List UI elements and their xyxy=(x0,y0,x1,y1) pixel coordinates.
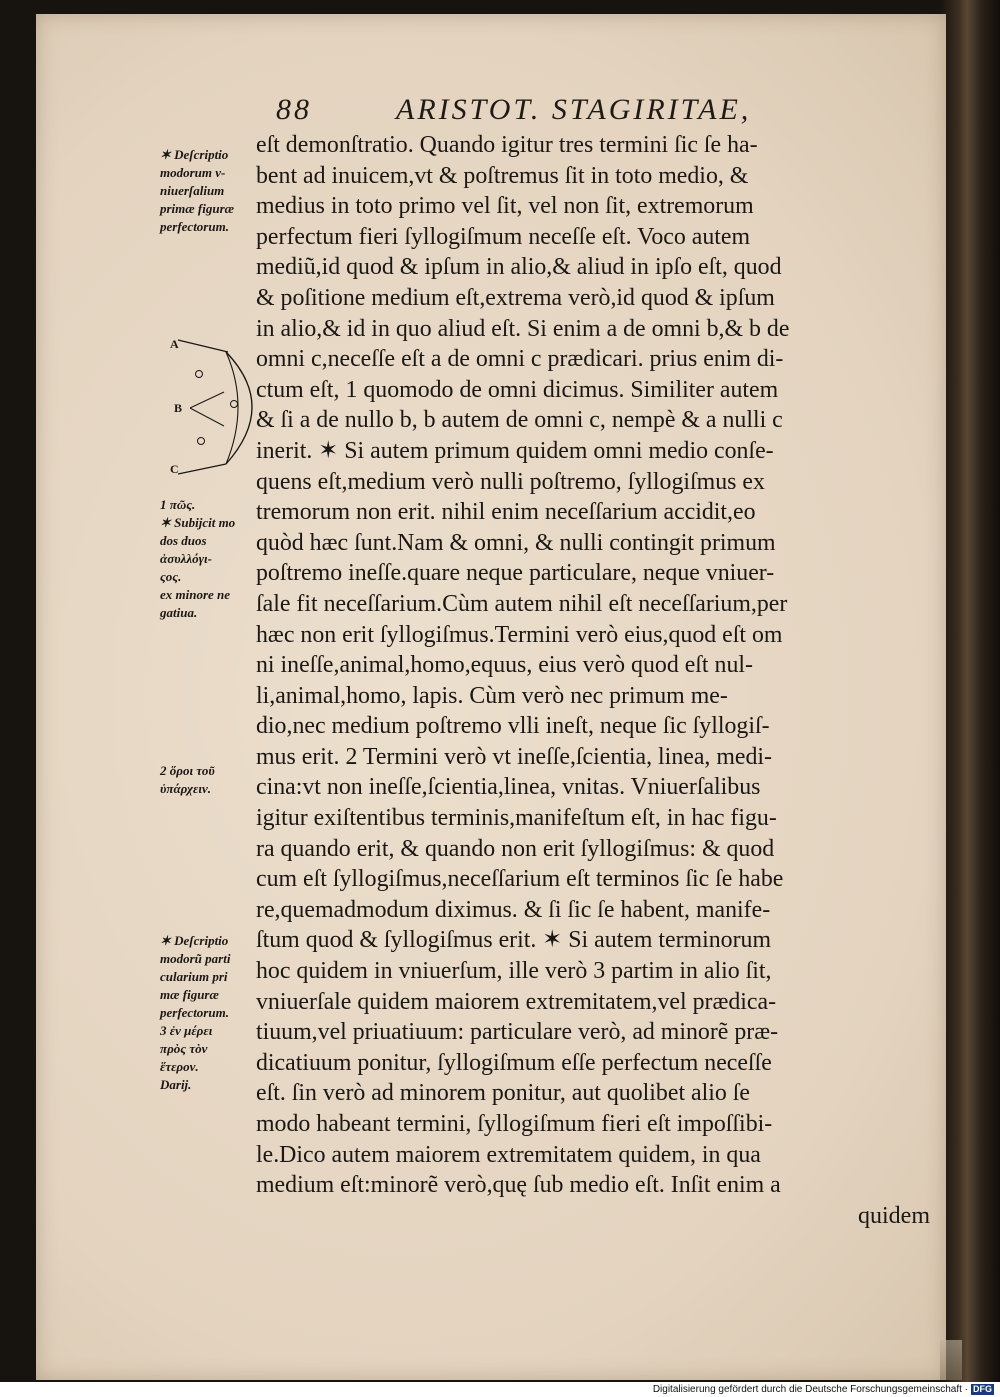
text-line: in alio,& id in quo aliud eſt. Si enim a de omni b,& b de xyxy=(256,315,790,342)
footer-credit xyxy=(653,1384,994,1397)
margin-note-universal-modes xyxy=(160,146,270,236)
diagram-circle-2 xyxy=(231,401,238,408)
text-line: cina:vt non ineſſe,ſcientia,linea, vnitas. Vniuerſalibus xyxy=(256,774,761,801)
running-header xyxy=(276,93,876,133)
text-line: tiuum,vel priuatiuum: particulare verò, ad minorẽ præ- xyxy=(256,1019,779,1046)
margin-note-line: cularium pri xyxy=(160,969,228,984)
text-line: bent ad inuicem,vt & poſtremus ſit in toto medio, & xyxy=(256,162,749,189)
text-line: dicatiuum ponitur, ſyllogiſmum eſſe perfectum neceſſe xyxy=(256,1049,772,1076)
margin-note-termini xyxy=(160,762,270,798)
text-line: cum eſt ſyllogiſmus,neceſſarium eſt terminos ſic ſe habe xyxy=(256,866,784,893)
text-line: re,quemadmodum diximus. & ſi ſic ſe habent, manife- xyxy=(256,896,771,923)
margin-note-line: 2 ὅροι τοῦ xyxy=(160,763,215,778)
dfg-logo: DFG xyxy=(973,1384,992,1394)
syllogism-diagram xyxy=(168,336,268,486)
margin-note-line: ✶ Subijcit mo xyxy=(160,515,236,530)
margin-note-line: ✶ Deſcriptio xyxy=(160,933,229,948)
diagram-label-a: A xyxy=(170,337,179,351)
margin-note-line: gatiua. xyxy=(160,605,198,620)
margin-note-line: modorum v- xyxy=(160,165,226,180)
scan-edge-mark xyxy=(940,1340,962,1380)
margin-note-line: perfectorum. xyxy=(160,1005,229,1020)
text-line: inerit. ✶ Si autem primum quidem omni medio conſe- xyxy=(256,437,774,464)
margin-note-subjicit xyxy=(160,496,270,622)
margin-note-line: niuerſalium xyxy=(160,183,225,198)
diagram-outer-arc xyxy=(226,352,252,464)
margin-note-line: ✶ Deſcriptio xyxy=(160,147,229,162)
diagram-b-stroke-lower xyxy=(190,408,224,426)
margin-note-line: 1 πῶς. xyxy=(160,497,196,512)
text-line: poſtremo ineſſe.quare neque particulare, neque vniuer- xyxy=(256,560,775,587)
margin-note-line: 3 ἐν μέρει xyxy=(160,1023,213,1038)
margin-note-line: ςος. xyxy=(160,569,182,584)
diagram-circle-1 xyxy=(196,371,203,378)
text-line: vniuerſale quidem maiorem extremitatem,vel prædica- xyxy=(256,988,777,1015)
diagram-inner-arc xyxy=(226,352,238,464)
margin-note-line: ἕτερον. xyxy=(160,1059,199,1074)
text-line: eſt demonſtratio. Quando igitur tres termini ſic ſe ha- xyxy=(256,132,758,158)
text-line: hoc quidem in vniuerſum, ille verò 3 partim in alio ſit, xyxy=(256,958,772,985)
diagram-label-b: B xyxy=(174,401,183,415)
running-title: ARISTOT. STAGIRITAE, xyxy=(396,93,752,126)
margin-note-line: mæ figuræ xyxy=(160,987,219,1002)
main-text-block xyxy=(256,130,936,1231)
text-line: quens eſt,medium verò nulli poſtremo, ſyllogiſmus ex xyxy=(256,468,765,495)
text-line: tremorum non erit. nihil enim neceſſarium accidit,eo xyxy=(256,499,756,526)
text-line: & ſi a de nullo b, b autem de omni c, nempè & a nulli c xyxy=(256,407,783,434)
text-line: medius in toto primo vel ſit, vel non ſit, extremorum xyxy=(256,193,754,220)
text-line: modo habeant termini, ſyllogiſmum fieri eſt impoſſibi- xyxy=(256,1111,773,1137)
margin-note-line: πρὸς τὸν xyxy=(160,1041,208,1056)
margin-note-line: ὑπάρχειν. xyxy=(160,781,211,796)
diagram-label-c: C xyxy=(170,462,179,476)
text-line: igitur exiſtentibus terminis,manifeſtum eſt, in hac figu- xyxy=(256,805,777,832)
text-line: dio,nec medium poſtremo vlli ineſt, neque ſic ſyllogiſ- xyxy=(256,713,770,740)
page-number: 88 xyxy=(276,93,312,126)
diagram-bottom-stroke xyxy=(178,464,226,474)
margin-note-line: dos duos xyxy=(160,533,207,548)
margin-note-line: Darij. xyxy=(160,1077,192,1092)
margin-note-particular-modes xyxy=(160,932,270,1094)
text-line: quidem xyxy=(858,1202,930,1229)
margin-note-line: ἀσυλλόγι- xyxy=(160,551,212,566)
text-line: ſale fit neceſſarium.Cùm autem nihil eſt neceſſarium,per xyxy=(256,590,788,617)
margin-note-line: modorũ parti xyxy=(160,951,231,966)
text-line: ctum eſt, 1 quomodo de omni dicimus. Similiter autem xyxy=(256,376,779,403)
margin-note-line: primæ figuræ xyxy=(160,201,235,216)
text-line: omni c,neceſſe eſt a de omni c prædicari. prius enim di- xyxy=(256,346,784,373)
footer-text: Digitalisierung gefördert durch die Deutsche Forschungsgemeinschaft · xyxy=(652,1384,968,1396)
text-line: mediũ,id quod & ipſum in alio,& aliud in ipſo eſt, quod xyxy=(256,254,782,281)
text-line: ni ineſſe,animal,homo,equus, eius verò quod eſt nul- xyxy=(256,652,753,679)
diagram-b-stroke-upper xyxy=(190,392,224,408)
text-line: ſtum quod & ſyllogiſmus erit. ✶ Si autem terminorum xyxy=(256,927,772,954)
text-line: quòd hæc ſunt.Nam & omni, & nulli contingit primum xyxy=(256,529,776,556)
margin-note-line: perfectorum. xyxy=(160,219,229,234)
margin-note-line: ex minore ne xyxy=(160,587,231,602)
diagram-top-stroke xyxy=(178,340,228,352)
text-line: & poſitione medium eſt,extrema verò,id quod & ipſum xyxy=(256,284,775,311)
text-line: perfectum fieri ſyllogiſmum neceſſe eſt. Voco autem xyxy=(256,223,751,250)
text-line: eſt. ſin verò ad minorem ponitur, aut quolibet alio ſe xyxy=(256,1080,750,1107)
text-line: hæc non erit ſyllogiſmus.Termini verò eius,quod eſt om xyxy=(256,621,783,648)
diagram-circle-3 xyxy=(198,438,205,445)
text-line: medium eſt:minorẽ verò,quę ſub medio eſt. Inſit enim a xyxy=(256,1172,781,1199)
text-line: li,animal,homo, lapis. Cùm verò nec primum me- xyxy=(256,682,728,709)
text-line: mus erit. 2 Termini verò vt ineſſe,ſcientia, linea, medi- xyxy=(256,743,773,770)
text-line: le.Dico autem maiorem extremitatem quidem, in qua xyxy=(256,1141,761,1168)
text-line: ra quando erit, & quando non erit ſyllogiſmus: & quod xyxy=(256,835,775,862)
